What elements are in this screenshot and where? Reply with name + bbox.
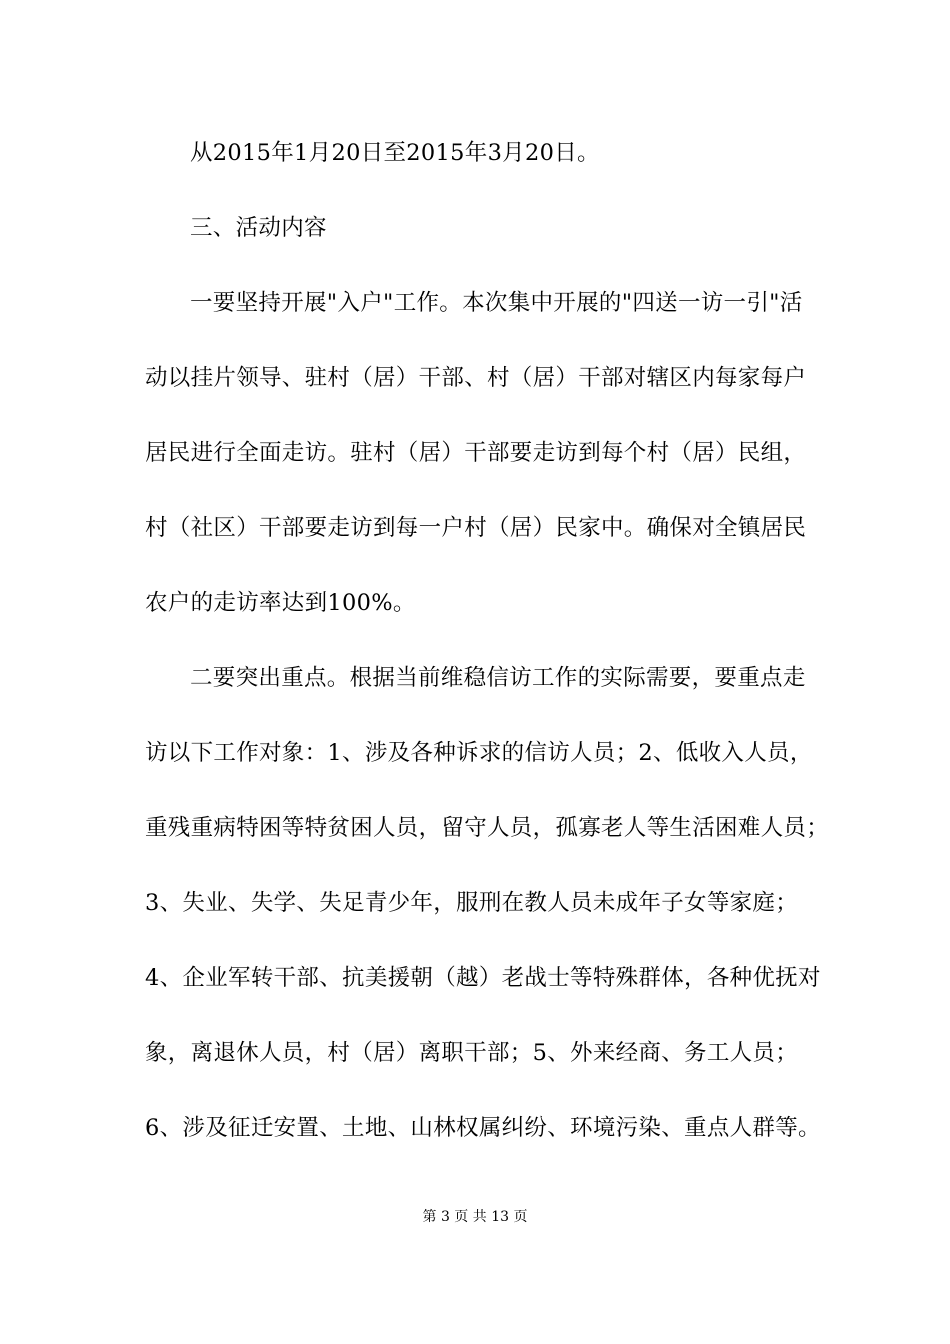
paragraph-line: 一要坚持开展"入户"工作。本次集中开展的"四送一访一引"活 [190, 290, 803, 316]
paragraph-line: 6、涉及征迁安置、土地、山林权属纠纷、环境污染、重点人群等。 [145, 1115, 821, 1141]
paragraph-line: 动以挂片领导、驻村（居）干部、村（居）干部对辖区内每家每户 [145, 365, 807, 391]
paragraph-line: 重残重病特困等特贫困人员，留守人员，孤寡老人等生活困难人员； [145, 815, 830, 841]
paragraph-date-range: 从2015年1月20日至2015年3月20日。 [190, 140, 600, 166]
paragraph-line: 访以下工作对象：1、涉及各种诉求的信访人员；2、低收入人员， [145, 740, 813, 766]
paragraph-line: 二要突出重点。根据当前维稳信访工作的实际需要，要重点走 [190, 665, 806, 691]
page-number-footer: 第 3 页 共 13 页 [422, 1209, 528, 1225]
paragraph-line: 4、企业军转干部、抗美援朝（越）老战士等特殊群体，各种优抚对 [145, 965, 821, 991]
paragraph-line: 居民进行全面走访。驻村（居）干部要走访到每个村（居）民组， [145, 440, 807, 466]
paragraph-line: 农户的走访率达到100%。 [145, 590, 416, 616]
paragraph-line: 村（社区）干部要走访到每一户村（居）民家中。确保对全镇居民 [145, 515, 807, 541]
section-heading: 三、活动内容 [190, 215, 327, 241]
paragraph-line: 象，离退休人员，村（居）离职干部；5、外来经商、务工人员； [145, 1040, 799, 1066]
paragraph-line: 3、失业、失学、失足青少年，服刑在教人员未成年子女等家庭； [145, 890, 799, 916]
